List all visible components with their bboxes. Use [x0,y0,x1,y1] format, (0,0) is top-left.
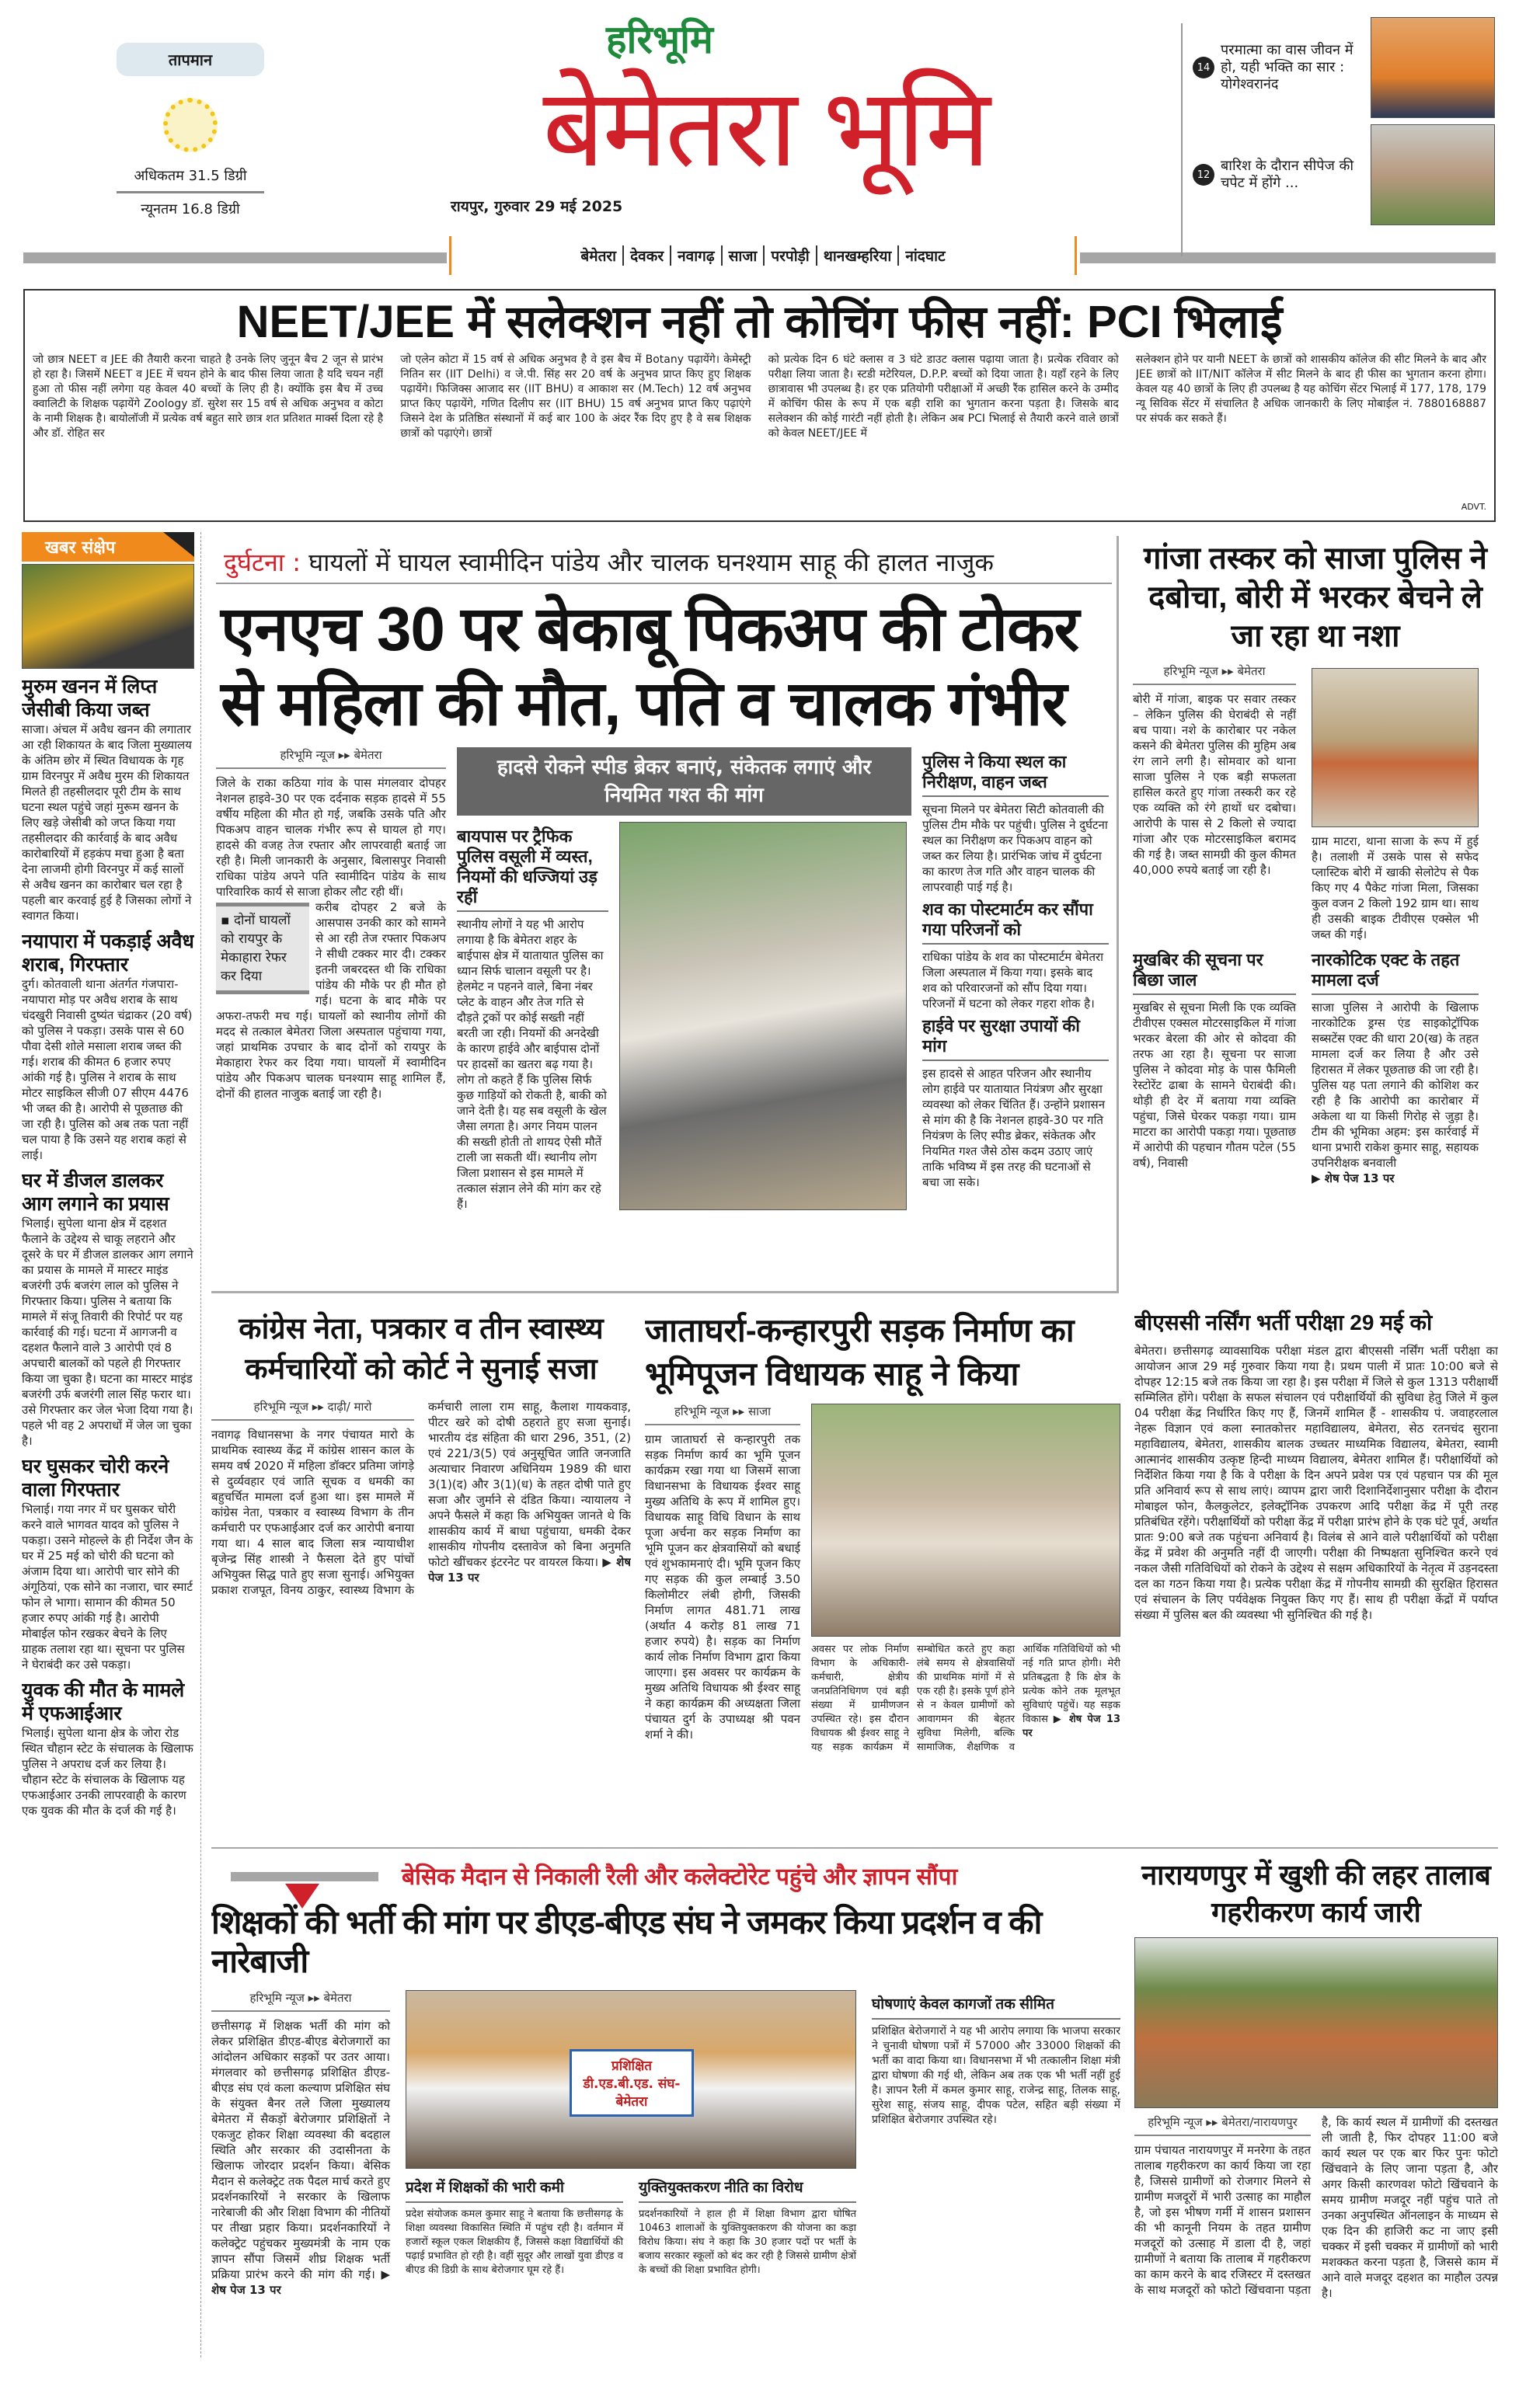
max-temp: अधिकतम 31.5 डिग्री [117,166,264,193]
main-sub-title: पुलिस ने किया स्थल का निरीक्षण, वाहन जब्त [922,752,1109,797]
main-sub-title: शव का पोस्टमार्टम कर सौंपा गया परिजनों को [922,900,1109,945]
nav-item[interactable]: बेमेतरा [574,245,624,266]
police-photo [1312,668,1479,827]
ganja-sub-body: मुखबिर से सूचना मिली कि एक व्यक्ति टीवीएस एक्सल मोटरसाइकिल में गांजा भरकर बेरला की ओर से कोदवा की तरफ आ रहा है। सूचना पर साजा पुलिस ने कोदवा मोड़ के पास फैमिली रेस्टोरेंट ढाबा के सामने घेराबंदी की। थोड़ी ही देर में बताया गया व्यक्ति पहुंचा, जिसे घेरकर पकड़ा गया। ग्राम माटरा का आरोपी पकड़ा गया। पूछताछ में आरोपी की पहचान गौतम पटेल (55 वर्ष), निवासी [1133,1000,1296,1170]
main-sub-title: हाईवे पर सुरक्षा उपायों की मांग [922,1016,1109,1061]
narayanpur-headline: नारायणपुर में खुशी की लहर तालाब गहरीकरण कार्य जारी [1141,1859,1491,1928]
teachers-story [211,1856,1120,2369]
continued-link[interactable]: ▶ शेष पेज 13 पर [211,2267,390,2297]
byline: हरिभूमि न्यूज ▸▸ बेमेतरा [1133,663,1296,685]
ad-column: को प्रत्येक दिन 6 घंटे क्लास व 3 घंटे डाउट क्लास पढ़ाया जाता है। प्रत्येक रविवार को परीक्षा लिया जाता है। स्टडी मटेरियल, D.P.P. बच्चों को दिया जाता है। यहाँ रहने के लिए छात्रावास भी उपलब्ध है। हर एक प्रतियोगी परीक्षाओं में अच्छी रैंक हासिल करने के उम्मीद में कोचिंग फीस के रूप में एक बड़ी राशि का भुगतान करना पड़ता है। जिसके बाद सलेक्शन की कोई गारंटी नहीं होती है। लेकिन अब PCI भिलाई से तैयारी करने वाले छात्रों को केवल NEET/JEE में [768,353,1119,440]
nursing-headline: बीएससी नर्सिंग भर्ती परीक्षा 29 मई को [1134,1310,1433,1334]
teachers-sub-title: युक्तियुक्तकरण नीति का विरोध [639,2178,856,2203]
brief-body: भिलाई। सुपेला थाना क्षेत्र के जोरा रोड स्थित चौहान स्टेट के संचालक के खिलाफ पुलिस ने अपराध दर्ज कर लिया है। चौहान स्टेट के संचालक के खिलाफ यह एफआईआर उनकी लापरवाही के कारण एक युवक की मौत के दर्ज की गई है। [22,1726,193,1818]
main-story [211,536,1119,1293]
nav-item[interactable]: नवागढ़ [671,245,722,266]
teaser-photo [1371,124,1495,225]
kicker-rule [231,1872,378,1881]
brief-body: दुर्ग। कोतवाली थाना अंतर्गत गंजपारा-नयापारा मोड़ पर अवैध शराब के साथ चंदखुरी निवासी दुष्यंत चंद्राकर (20 वर्ष) को पुलिस ने पकड़ा। उसके पास से 60 पौवा देसी शोले मसाला शराब जब्त की गई। शराब की कीमत 6 हजार रुपए आंकी गई है। पुलिस ने शराब के साथ मोटर साइकिल सीजी 07 सीएम 4476 भी जब्त की है। आरोपी से पूछताछ की जा रही है। पुलिस को अब तक पता नहीं चल पाया है कि उसने यह शराब कहां से लाई। [22,977,193,1162]
nav-item[interactable]: साजा [723,245,765,266]
ganja-body-2: ग्राम माटरा, थाना साजा के रूप में हुई है। तलाशी में उसके पास से सफेद प्लास्टिक बोरी में खाकी सेलोटेप से पैक किए गए 4 पैकेट गांजा मिला, जिसका कुल वजन 2 किलो 192 ग्राम था। साथ ही उसकी बाइक टीवीएस एक्सेल भी जब्त की गई। [1312,834,1479,941]
main-body-2: करीब दोपहर 2 बजे के आसपास उनकी कार को सामने से आ रही तेज रफ्तार पिकअप ने सीधी टक्कर मार दी। टक्कर इतनी जबरदस्त थी कि राधिका पांडेय की मौके पर ही मौत हो गई। घटना के बाद मौके पर अफरा-तफरी मच गई। घायलों को स्थानीय लोगों की मदद से तत्काल बेमेतरा जिला अस्पताल पहुंचाया गया, जहां प्राथमिक उपचार के बाद दोनों को रायपुर के मेकाहारा रेफर कर दिया गया। घायलों में स्वामीदिन पांडेय और पिकअप चालक घनश्याम साहू शामिल हैं, दोनों की हालत नाजुक बताई जा रही है। [216,900,446,1101]
accident-photo [619,822,907,1210]
nursing-body: बेमेतरा। छत्तीसगढ़ व्यावसायिक परीक्षा मंडल द्वारा बीएससी नर्सिंग भर्ती परीक्षा का आयोजन आज 29 मई गुरुवार किया गया है। प्रथम पाली में प्रातः 10:00 बजे से दोपहर 12:15 बजे तक किया जा रहा है। इस परीक्षा में जिले से कुल 1313 परीक्षार्थी सम्मिलित होंगे। परीक्षा के सफल संचालन एवं परीक्षार्थियों की सुविधा हेतु जिले में कुल 04 परीक्षा केंद्र निर्धारित किए गए हैं, जिनमें शामिल हैं - शासकीय पं. जवाहरलाल नेहरू विज्ञान एवं कला स्नातकोत्तर महाविद्यालय, बेमेतरा, सेठ रतनचंद सुराना महाविद्यालय, बेमेतरा, शासकीय बालक उच्चतर माध्यमिक विद्यालय, बेमेतरा, स्वामी आत्मानंद शासकीय उत्कृष्ट हिन्दी माध्यम विद्यालय, बेमेतरा शामिल हैं। परीक्षार्थियों को निर्देशित किया गया है कि वे परीक्षा के दिन अपने प्रवेश पत्र एवं पहचान पत्र की मूल प्रति अनिवार्य रूप से साथ लाएं। व्यापम द्वारा जारी दिशानिर्देशानुसार परीक्षा के दौरान मोबाइल फोन, कैलकुलेटर, इलेक्ट्रॉनिक उपकरण आदि परीक्षा केंद्र में पूरी तरह प्रतिबंधित रहेंगे। परीक्षार्थियों को परीक्षा केंद्र में परीक्षा प्रारंभ होने के एक घंटे पूर्व, अर्थात प्रातः 9:00 बजे तक पहुंचना अनिवार्य है। विलंब से आने वाले परीक्षार्थियों को परीक्षा केंद्र में प्रवेश की अनुमति नहीं दी जाएगी। परीक्षा की निष्पक्षता सुनिश्चित करने एवं नकल जैसी गतिविधियों को रोकने के उद्देश्य से सक्षम अधिकारियों के नेतृत्व में उड़नदस्ता दल का गठन किया गया है। प्रत्येक परीक्षा केंद्र में गोपनीय सामग्री की सुरक्षित हिरासत एवं संचालन के लिए पर्यवेक्षक नियुक्त किए गए हैं। साथ ही परीक्षा केंद्रों में पर्याप्त संख्या में पुलिस बल की व्यवस्था भी सुनिश्चित की गई है। [1134,1344,1498,1622]
ganja-sub-title: नारकोटिक एक्ट के तहत मामला दर्ज [1312,950,1479,995]
teasers [1193,17,1496,225]
teaser-text: बारिश के दौरान सीपेज की चपेट में होंगे ... [1221,158,1354,191]
teachers-sub-body: प्रशिक्षित बेरोजगारों ने यह भी आरोप लगाया कि भाजपा सरकार ने चुनावी घोषणा पत्रों में 57000 और 33000 शिक्षकों की भर्ती का वादा किया था। विधानसभा में भी तत्कालीन शिक्षा मंत्री द्वारा घोषणा की गई थी, लेकिन अब तक एक भी भर्ती नहीं हुई है। ज्ञापन रैली में कमल कुमार साहू, राजेन्द्र साहू, तिलक साहू, सुरेश साहू, संजय साहू, दीपक पटेल, सहित बड़ी संख्या में प्रशिक्षित बेरोजगार उपस्थित रहे। [872,2025,1120,2126]
nav-item[interactable]: परपोड़ी [765,245,817,266]
brief-headline: नयापारा में पकड़ाई अवैध शराब, गिरफ्तार [22,931,194,976]
main-sub-body: सूचना मिलने पर बेमेतरा सिटी कोतवाली की पुलिस टीम मौके पर पहुंची। पुलिस ने दुर्घटना स्थल का निरीक्षण कर पिकअप वाहन को जब्त कर लिया है। प्रारंभिक जांच में दुर्घटना का कारण तेज गति और वाहन चालक की लापरवाही पाई गई है। [922,802,1108,894]
ganja-sub-title: मुखबिर की सूचना पर बिछा जाल [1133,950,1296,995]
teachers-sub-title: प्रदेश में शिक्षकों की भारी कमी [406,2178,623,2203]
byline: हरिभूमि न्यूज ▸▸ बेमेतरा/नारायणपुर [1134,2114,1311,2136]
edition-title: बेमेतरा भूमि [542,67,988,189]
continued-link[interactable]: ▶ शेष पेज 13 पर [1023,1714,1120,1739]
road-headline: जाताघर्रा-कन्हारपुरी सड़क निर्माण का भूमिपूजन विधायक साहू ने किया [645,1312,1075,1392]
brief-headline: घर में डीजल डालकर आग लगाने का प्रयास [22,1170,169,1215]
weather-box [117,43,264,229]
congress-headline: कांग्रेस नेता, पत्रकार व तीन स्वास्थ्य कर्मचारियों को कोर्ट ने सुनाई सजा [239,1313,604,1386]
ganja-story [1133,536,1498,1293]
kicker-label: दुर्घटना : [224,548,301,577]
teachers-sub-body: प्रदेश संयोजक कमल कुमार साहू ने बताया कि छत्तीसगढ़ के शिक्षा व्यवस्था विकासित स्थिति में पहुंच रही है। वर्तमान में हजारों स्कूल एकल शिक्षकीय हैं, जिससे कक्षा विद्यार्थियों की पढ़ाई प्रभावित हो रही है। वहीं सुदूर और लाखों युवा डीएड व बीएड की डिग्री के साथ बेरोजगार घूम रहे हैं। [406,2208,623,2276]
congress-body [211,1399,631,1598]
narayanpur-body-text: ग्राम पंचायत नारायणपुर में मनरेगा के तहत तालाब गहरीकरण का कार्य किया जा रहा है, जिससे ग्रामीणों को रोजगार मिलने से ग्रामीण मजदूरों में भारी उत्साह का माहौल है, जो इस भीषण गर्मी में शासन प्रशासन की भी कानूनी नियम के तहत ग्रामीण मजदूरों को उत्साह में डाला दी है, जहां ग्रामीणों ने बताया कि तालाब में गहरीकरण का काम करने के बाद रजिस्टर में दस्तखत के साथ मजदूरों को फोटो खिंचवाना पड़ता है, कि कार्य स्थल में ग्रामीणों की दस्तखत ली जाती है, फिर दोपहर 11:00 बजे कार्य स्थल पर एक बार फिर पुनः फोटो खिंचवाने के लिए जाना पड़ता है, और अगर किसी कारणवश फोटो खिंचवाने के समय ग्रामीण मजदूर नहीं पहुंच पाते तो उनका अनुपस्थित ऑनलाइन के माध्यम से एक दिन की हाजिरी कट ना जाए इसी चक्कर में इसी चक्कर में ग्रामीणों को भारी मशक्कत करना पड़ता है, जिससे काम में आने वाले मजदूर दहशत का माहौल उत्पन्न है। [1134,2115,1498,2300]
masthead-rule-left [23,252,447,263]
bhoomi-pujan-photo [811,1404,1120,1637]
teachers-body-text: छत्तीसगढ़ में शिक्षक भर्ती की मांग को लेकर प्रशिक्षित डीएड-बीएड बेरोजगारों का आंदोलन अधिकार सड़कों पर उतर आया। मंगलवार को छत्तीसगढ़ प्रशिक्षित डीएड-बीएड संघ एवं कला कल्याण प्रशिक्षित संघ के संयुक्त बैनर तले जिला मुख्यालय बेमेतरा में सैकड़ों बेरोजगार प्रशिक्षितों ने एकजुट होकर शिक्षा व्यवस्था की बदहाल स्थिति और सरकार की उदासीनता के खिलाफ जोरदार प्रदर्शन किया। बेसिक मैदान से कलेक्ट्रेट तक पैदल मार्च करते हुए प्रदर्शनकारियों ने सरकार के खिलाफ नारेबाजी की और शिक्षा विभाग की नीतियों पर तीखा प्रहार किया। प्रदर्शनकारियों ने कलेक्ट्रेट पहुंचकर मुख्यमंत्री के नाम एक ज्ञापन सौंपा जिसमें शीघ्र शिक्षक भर्ती प्रक्रिया प्रारंभ करने की मांग की गई। [211,2019,390,2281]
teachers-sub-title: घोषणाएं केवल कागजों तक सीमित [872,1995,1120,2020]
nav-item[interactable]: थानखम्हरिया [817,245,900,266]
ad-column: सलेक्शन होने पर यानी NEET के छात्रों को शासकीय कॉलेज की सीट मिलने के बाद और JEE छात्रों को IIT/NIT कॉलेज में सीट मिलने के बाद ही फीस का भुगतान करना होगा। केवल यह 40 छात्रों के लिए ही उपलब्ध है यह कोचिंग सेंटर भिलाई में 177, 178, 179 न्यू सिविक सेंटर में संचालित है अधिक जानकारी के लिए मोबाईल नं. 7880168887 पर संपर्क कर सकते हैं। [1135,353,1486,425]
news-briefs [22,532,194,2365]
teachers-sub-body: प्रदर्शनकारियों ने हाल ही में शिक्षा विभाग द्वारा घोषित 10463 शालाओं के युक्तियुक्तकरण की योजना का कड़ा विरोध किया। संघ ने कहा कि 30 हजार पदों पर भर्ती के बजाय सरकार स्कूलों को बंद कर रही है जिससे ग्रामीण क्षेत्रों के बच्चों की शिक्षा प्रभावित होगी। [639,2208,856,2276]
section-nav [449,236,1077,275]
pull-quote: ▪ दोनों घायलों को रायपुर के मेकाहारा रेफर कर दिया [216,903,309,994]
main-body-1: जिले के राका कठिया गांव के पास मंगलवार दोपहर नेशनल हाइवे-30 पर एक दर्दनाक सड़क हादसे में 55 वर्षीय महिला की मौत हो गई, जबकि उसके पति और पिकअप वाहन चालक गंभीर रूप से घायल हो गए। हादसे की वजह तेज रफ्तार और लापरवाही बताई जा रही है। मिली जानकारी के अनुसार, बिलासपुर निवासी राधिका पांडेय अपने पति स्वामीदिन पांडेय के साथ पारिवारिक कार्य से साजा होकर लौट रही थीं। [216,776,446,899]
sun-icon [163,98,218,152]
teaser-1[interactable] [1193,17,1496,118]
road-story [645,1309,1120,1841]
byline: हरिभूमि न्यूज ▸▸ दाढ़ी/ मारो [211,1399,414,1421]
teachers-body [211,2018,390,2298]
byline: हरिभूमि न्यूज ▸▸ बेमेतरा [216,747,446,769]
main-headline [216,584,1112,747]
main-kicker [216,536,1112,584]
brand-name: हरिभूमि [606,18,713,61]
section-divider [211,1847,1498,1849]
continued-text: शेष पेज 13 पर [211,2283,281,2297]
continued-link[interactable]: ▶ शेष पेज 13 पर [428,1555,631,1585]
briefs-label-text: खबर संक्षेप [45,538,116,558]
main-sub-body: राधिका पांडेय के शव का पोस्टमार्टम बेमेतरा जिला अस्पताल में किया गया। इसके बाद शव को परिवारजनों को सौंप दिया गया। परिजनों में घटना को लेकर गहरा शोक है। [922,950,1104,1011]
pull-quote-text: दोनों घायलों को रायपुर के मेकाहारा रेफर कर दिया [221,913,291,984]
teaser-text: परमात्मा का वास जीवन में हो, यही भक्ति का सार : योगेश्वरानंद [1221,42,1354,92]
road-body-2-text: अवसर पर लोक निर्माण विभाग के अधिकारी-कर्मचारी, क्षेत्रीय जनप्रतिनिधिगण एवं बड़ी संख्या में ग्रामीणजन उपस्थित रहे। इस दौरान विधायक श्री ईश्वर साहू ने यह सड़क कार्यक्रम में सम्बोधित करते हुए कहा लंबे समय से क्षेत्रवासियों की प्राथमिक मांगों में से एक रही है। इसके पूर्ण होने से न केवल ग्रामीणों को आवागमन की बेहतर सुविधा मिलेगी, बल्कि सामाजिक, शैक्षणिक व आर्थिक गतिविधियों को भी नई गति प्राप्त होगी। मेरी प्रतिबद्धता है कि क्षेत्र के प्रत्येक कोने तक मूलभूत सुविधाएं पहुंचें। यह सड़क विकास [811,1644,1120,1753]
nav-item[interactable]: देवकर [624,245,671,266]
brief-body: भिलाई। सुपेला थाना क्षेत्र में दहशत फैलाने के उद्देश्य से चाकू लहराने और दूसरे के घर में डीजल डालकर आग लगाने का प्रयास के मामले में मास्टर माइंड बजरंगी उर्फ बजरंग लाल को पुलिस ने गिरफ्तार किया। पुलिस ने बताया कि मामले में संजू तिवारी की रिपोर्ट पर यह कार्रवाई की गई। घटना में आगजनी व दहशत फैलाने वाले 3 आरोपी एवं 8 अपचारी बालकों को पहले ही गिरफ्तार किया जा चुका है। घटना का मास्टर माइंड बजरंगी उर्फ बजरंगी लाल सिंह फरार था। उसे गिरफ्तार कर जेल भेजा दिया गया है। पहले भी वह 2 अपराधों में जेल जा चुका है। [22,1216,193,1448]
protest-banner: प्रशिक्षित डी.एड.बी.एड. संघ-बेमेतरा [570,2049,694,2117]
continued-text: शेष पेज 13 पर [428,1555,631,1585]
column-divider [200,532,201,2358]
chevron-down-icon [285,1884,319,1909]
main-sub-body: इस हादसे से आहत परिजन और स्थानीय लोग हाईवे पर यातायात नियंत्रण और सुरक्षा व्यवस्था को लेकर चिंतित हैं। उन्होंने प्रशासन से मांग की है कि नेशनल हाइवे-30 पर गति नियंत्रण के लिए स्पीड ब्रेकर, संकेतक और नियमित गश्त जैसे ठोस कदम उठाए जाएं ताकि भविष्य में इस तरह की घटनाओं से बचा जा सके। [922,1067,1106,1189]
teachers-headline: शिक्षकों की भर्ती की मांग पर डीएड-बीएड संघ ने जमकर किया प्रदर्शन व की नारेबाजी [211,1904,1042,1979]
ganja-body-1: बोरी में गांजा, बाइक पर सवार तस्कर – लेकिन पुलिस की घेराबंदी से नहीं बच पाया। नशे के कारोबार पर नकेल कसने की बेमेतरा पुलिस की मुहिम अब रंग लाने लगी है। सोमवार को थाना साजा पुलिस ने एक बड़ी सफलता हासिल करते हुए गांजा तस्करी कर रहे एक व्यक्ति को रंगे हाथों धर दबोचा। आरोपी के पास से 2 किलो से ज्यादा गांजा और एक मोटरसाइकिल बरामद की गई है। जब्त सामग्री की कुल कीमत 40,000 रुपये बताई जा रही है। [1133,692,1296,877]
ganja-headline: गांजा तस्कर को साजा पुलिस ने दबोचा, बोरी में भरकर बेचने ले जा रहा था नशा [1144,541,1487,653]
ganja-sub-body: साजा पुलिस ने आरोपी के खिलाफ नारकोटिक ड्रग्स एंड साइकोट्रॉपिक सब्सटेंस एक्ट की धारा 20(ख) के तहत मामला दर्ज कर लिया है और उसे हिरासत में लेकर पूछताछ की जा रही है। पुलिस यह पता लगाने की कोशिश कर रही है कि आरोपी का कारोबार में अकेला था या किसी गिरोह से जुड़ा है। टीम की भूमिका अहम: इस कार्रवाई में थाना प्रभारी राकेश कुमार साहू, सहायक उपनिरीक्षक बनवाली [1312,1000,1479,1170]
ad-column: जो एलेन कोटा में 15 वर्ष से अधिक अनुभव है वे इस बैच में Botany पढ़ायेंगे। केमेस्ट्री नितिन सर (IIT Delhi) व जे.पी. सिंह सर 20 वर्ष के अनुभव प्राप्त किए हुए शिक्षक पढ़ायेंगे। फिजिक्स आजाद सर (IIT BHU) व आकाश सर (M.Tech) 12 वर्ष अनुभव प्राप्त किए पढ़ायेंगे, गणित दिलीप सर (IIT BHU) 15 वर्ष अनुभव प्राप्त किए पढ़ाएंगे जिसने देश के प्रतिष्ठित संस्थानों में कई बार 100 के अंदर रैंक दिए हुए है वे सब शिक्षक छात्रों को पढ़ाएंगे। छात्रों [400,353,751,440]
nav-item[interactable]: नांदघाट [905,248,946,265]
continued-text: शेष पेज 13 पर [1324,1171,1395,1185]
masthead-rule-right [1080,252,1496,263]
byline: हरिभूमि न्यूज ▸▸ बेमेतरा [211,1990,390,2012]
weather-label: तापमान [117,43,264,76]
teachers-kicker: बेसिक मैदान से निकाली रैली और कलेक्टोरेट पहुंचे और ज्ञापन सौंपा [402,1864,958,1890]
main-headline-line-1: एनएच 30 पर बेकाबू पिकअप की टोकर [221,594,1079,663]
road-body-2 [811,1643,1120,1755]
protest-photo [406,1990,856,2169]
brief-body: भिलाई। गया नगर में घर घुसकर चोरी करने वाले भागवत यादव को पुलिस ने पकड़ा। उसने मोहल्ले के ही निर्देश जैन के घर में 25 मई को चोरी की घटना को अंजाम दिया था। आरोपी चार सोने की अंगूठियां, एक सोने का नजारा, चार स्मार्ट फोन ले भागा। सामान की कीमत 50 हजार रुपए आंकी गई है। आरोपी मोबाईल फोन रखकर बेचने के लिए ग्राहक तलाश रहा था। सूचना पर पुलिस ने घेराबंदी कर उसे पकड़ा। [22,1502,193,1672]
ad-tag: ADVT. [1461,502,1486,512]
teaser-photo [1371,17,1495,118]
page-badge: 14 [1193,57,1214,78]
masthead-center [443,17,1088,233]
side-sub-body: स्थानीय लोगों ने यह भी आरोप लगाया है कि बेमेतरा शहर के बाईपास क्षेत्र में यातायात पुलिस का ध्यान सिर्फ चालान वसूली पर है। हेलमेट न पहनने वाले, बिना नंबर प्लेट के वाहन और तेज गति से दौड़ते ट्रकों पर कोई सख्ती नहीं बरती जा रही। नियमों की अनदेखी के कारण हाईवे और बाईपास दोनों पर हादसों का खतरा बढ़ गया है। लोग तो कहते हैं कि पुलिस सिर्फ कुछ गाड़ियों को रोकती है, बाकी को जाने देती है। यह सब वसूली के खेल जैसा लगता है। अगर नियम पालन की सख्ती होती तो शायद ऐसी मौतें टाली जा सकती थीं। स्थानीय लोग जिला प्रशासन से इस मामले में तत्काल संज्ञान लेने की मांग कर रहे हैं। [457,917,607,1211]
narayanpur-body [1134,2114,1498,2301]
congress-story [211,1309,631,1841]
side-sub-title: बायपास पर ट्रैफिक पुलिस वसूली में व्यस्त, नियमों की धज्जियां उड़ रहीं [457,826,608,912]
continued-text: शेष पेज 13 पर [1023,1714,1120,1739]
narayanpur-story [1134,1856,1498,2369]
advertisement [23,289,1496,522]
page-badge: 12 [1193,164,1214,186]
pond-photo [1134,1937,1498,2108]
byline: हरिभूमि न्यूज ▸▸ साजा [645,1404,800,1425]
kicker-text: घायलों में घायल स्वामीदिन पांडेय और चालक घनश्याम साहू की हालत नाजुक [308,548,994,577]
dateline: रायपुर, गुरुवार 29 मई 2025 [451,198,623,215]
demand-banner: हादसे रोकने स्पीड ब्रेकर बनाएं, संकेतक लगाएं और नियमित गश्त की मांग [457,747,911,816]
brief-body: साजा। अंचल में अवैध खनन की लगातार आ रही शिकायत के बाद जिला मुख्यालय के अंतिम छोर में स्थित विधायक के गृह ग्राम विरनपुर में अवैध मुरम की शिकायत मिलते ही तहसीलदार पूरी टीम के साथ घटना स्थल पहुंचे जहां मुरूम खनन के लिए खड़े जेसीबी को जप्त किया गया तहसीलदार की कार्रवाई के बाद अवैध कारोबारियों में हड़कंप मचा हुआ है बता देना लाजमी होगी विरनपुर में कई सालों से अवैध खनन का कारोबार चल रहा है पहली बार करवाई हुई है जिसका लोगों ने स्वागत किया। [22,722,192,923]
congress-body-text: नवागढ़ विधानसभा के नगर पंचायत मारो के प्राथमिक स्वास्थ्य केंद्र में कांग्रेस शासन काल के समय वर्ष 2020 में महिला डॉक्टर प्रतिमा जांगड़े से दुर्व्यवहार एवं जाति सूचक व धमकी का बहुचर्चित मामला दर्ज हुआ था। इस मामले में कांग्रेस नेता, पत्रकार व स्वास्थ्य विभाग के तीन कर्मचारी पर एफआईआर दर्ज कर आरोपी बनाया गया था। 4 साल बाद जिला सत्र न्यायाधीश बृजेन्द्र सिंह शास्त्री ने फैसला देते हुए पांचों अभियुक्त सिद्ध पाते हुए सजा सुनाई। अभियुक्त प्रकाश राजपूत, विनय ठाकुर, स्वास्थ्य विभाग के कर्मचारी लाला राम साहू, कैलाश गायकवाड़, पीटर खरे को दोषी ठहराते हुए सजा सुनाई। भारतीय दंड संहिता की धारा 296, 351, (2) एवं 221/3(5) एवं अनुसूचित जाति जनजाति अत्याचार निवारण अधिनियम 1989 की धारा 3(1)(द) और 3(1)(ध) के तहत दोषी पाते हुए सजा और जुर्माने से दंडित किया। न्यायालय ने अपने फैसले में कहा कि अभियुक्त जानते थे कि शासकीय कार्य में बाधा पहुंचाया, धमकी देकर शासकीय गोपनीय दस्तावेज को बिना अनुमति फोटो खींचकर इंटरनेट पर वायरल किया। [211,1400,631,1597]
ad-headline: NEET/JEE में सलेक्शन नहीं तो कोचिंग फीस नहीं: PCI भिलाई [236,297,1283,347]
nursing-story [1134,1309,1498,1841]
briefs-label [22,532,194,562]
road-body-1: ग्राम जाताघर्रा से कन्हारपुरी तक सड़क निर्माण कार्य का भूमि पूजन कार्यक्रम रखा गया था जिसमें साजा विधानसभा के विधायक ईश्वर साहू मुख्य अतिथि के रूप में शामिल हुए। विधायक साहू विधि विधान के साथ पूजा अर्चना कर सड़क निर्माण का भूमि पूजन कर क्षेत्रवासियों को बधाई एवं शुभकामनाएं दी। भूमि पूजन किए गए सड़क की कुल लम्बाई 3.50 किलोमीटर लंबी होगी, जिसकी निर्माण लागत 481.71 लाख (अर्थात 4 करोड़ 81 लाख 71 हजार रुपये) है। सड़क का निर्माण कार्य लोक निर्माण विभाग द्वारा किया जाएगा। इस अवसर पर कार्यक्रम के मुख्य अतिथि विधायक श्री ईश्वर साहू ने कहा कार्यक्रम की अध्यक्षता जिला पंचायत दुर्ग के उपाध्यक्ष श्री पवन शर्मा ने की। [645,1432,800,1742]
jcb-photo [22,564,194,669]
continued-link[interactable]: ▶ शेष पेज 13 पर [1312,1171,1395,1185]
teaser-2[interactable] [1193,124,1496,225]
brief-headline: मुरुम खनन में लिप्त जेसीबी किया जब्त [22,676,158,721]
teaser-divider [1181,23,1183,256]
brief-headline: घर घुसकर चोरी करने वाला गिरफ्तार [22,1456,169,1501]
min-temp: न्यूनतम 16.8 डिग्री [141,201,240,217]
brief-headline: युवक की मौत के मामले में एफआईआर [22,1679,185,1724]
main-headline-line-2: से महिला की मौत, पति व चालक गंभीर [221,669,1067,738]
ad-column: जो छात्र NEET व JEE की तैयारी करना चाहते है उनके लिए जुनून बैच 2 जून से प्रारंभ हो रहा है। जिसमें NEET व JEE में चयन होने के बाद फीस लिया जाता है यदि चयन नहीं हुआ तो फीस नहीं लगेगा यह केवल 40 बच्चों के लिए ही है। क्योंकि इस बैच में उच्च क्वालिटी के शिक्षक पढ़ायेंगे Zoology डॉ. सुरेश सर 15 वर्ष से अधिक अनुभव व कोटा के नामी शिक्षक है। बायोलॉजी में प्रत्येक वर्ष बहुत सारे छात्र शत प्रतिशत मार्क्स दिला रहे है और डॉ. रोहित सर [33,353,384,440]
